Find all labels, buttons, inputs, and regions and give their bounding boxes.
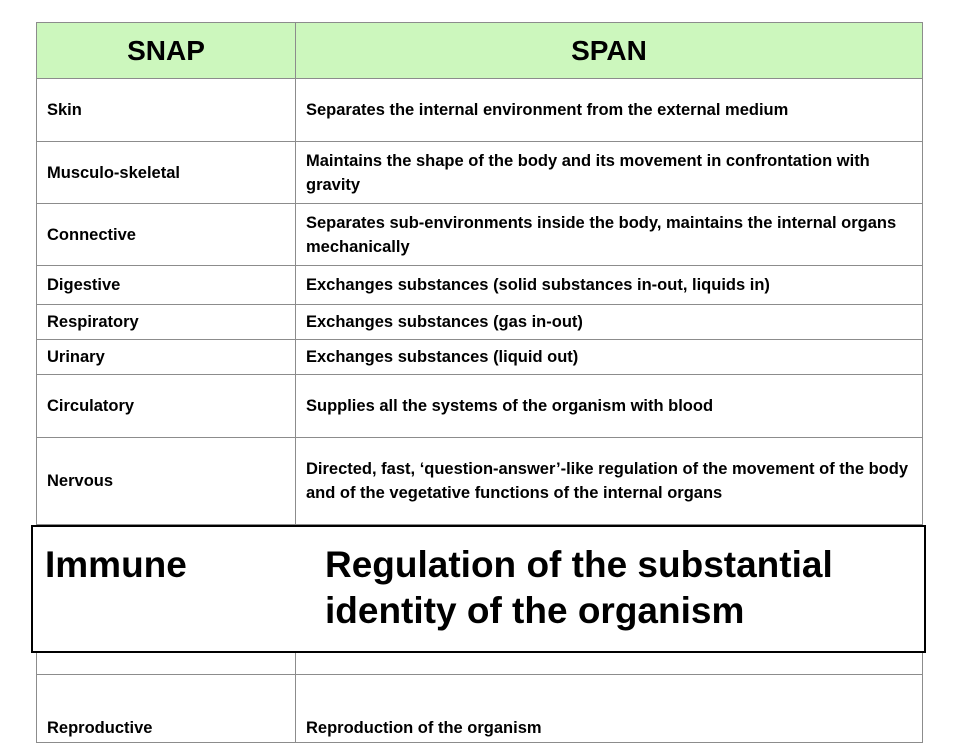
immune-system-label: Immune bbox=[45, 544, 187, 585]
function-cell: Separates sub-environments inside the body, maintains the internal organs mechanically bbox=[295, 204, 922, 266]
table-row bbox=[37, 375, 923, 438]
table-row bbox=[37, 266, 923, 305]
function-cell: Maintains the shape of the body and its movement in confrontation with gravity bbox=[295, 142, 922, 204]
function-cell: Supplies all the systems of the organism with blood bbox=[295, 375, 922, 438]
table-row bbox=[37, 340, 923, 375]
function-cell: Separates the internal environment from the external medium bbox=[295, 79, 922, 142]
function-cell: Reproduction of the organism bbox=[295, 675, 922, 743]
system-cell: Skin bbox=[37, 79, 296, 142]
table-row bbox=[37, 675, 923, 743]
system-cell: Nervous bbox=[37, 438, 296, 525]
header-row bbox=[37, 23, 923, 79]
immune-highlight-box bbox=[31, 525, 926, 653]
system-cell: Respiratory bbox=[37, 305, 296, 340]
system-cell: Reproductive bbox=[37, 675, 296, 743]
system-cell: Circulatory bbox=[37, 375, 296, 438]
system-cell: Musculo-skeletal bbox=[37, 142, 296, 204]
table-row bbox=[37, 142, 923, 204]
table-row bbox=[37, 305, 923, 340]
system-cell: Urinary bbox=[37, 340, 296, 375]
header-span: SPAN bbox=[295, 23, 922, 79]
table-row bbox=[37, 204, 923, 266]
immune-function-text: Regulation of the substantial identity of the organism bbox=[325, 544, 833, 631]
function-cell: Directed, fast, ‘question-answer’-like regulation of the movement of the body and of the vegetative functions of the internal organs bbox=[295, 438, 922, 525]
table-row bbox=[37, 438, 923, 525]
table-row bbox=[37, 79, 923, 142]
function-cell: Exchanges substances (liquid out) bbox=[295, 340, 922, 375]
system-cell: Connective bbox=[37, 204, 296, 266]
function-cell: Exchanges substances (gas in-out) bbox=[295, 305, 922, 340]
system-cell: Digestive bbox=[37, 266, 296, 305]
header-snap: SNAP bbox=[37, 23, 296, 79]
function-cell: Exchanges substances (solid substances in-out, liquids in) bbox=[295, 266, 922, 305]
